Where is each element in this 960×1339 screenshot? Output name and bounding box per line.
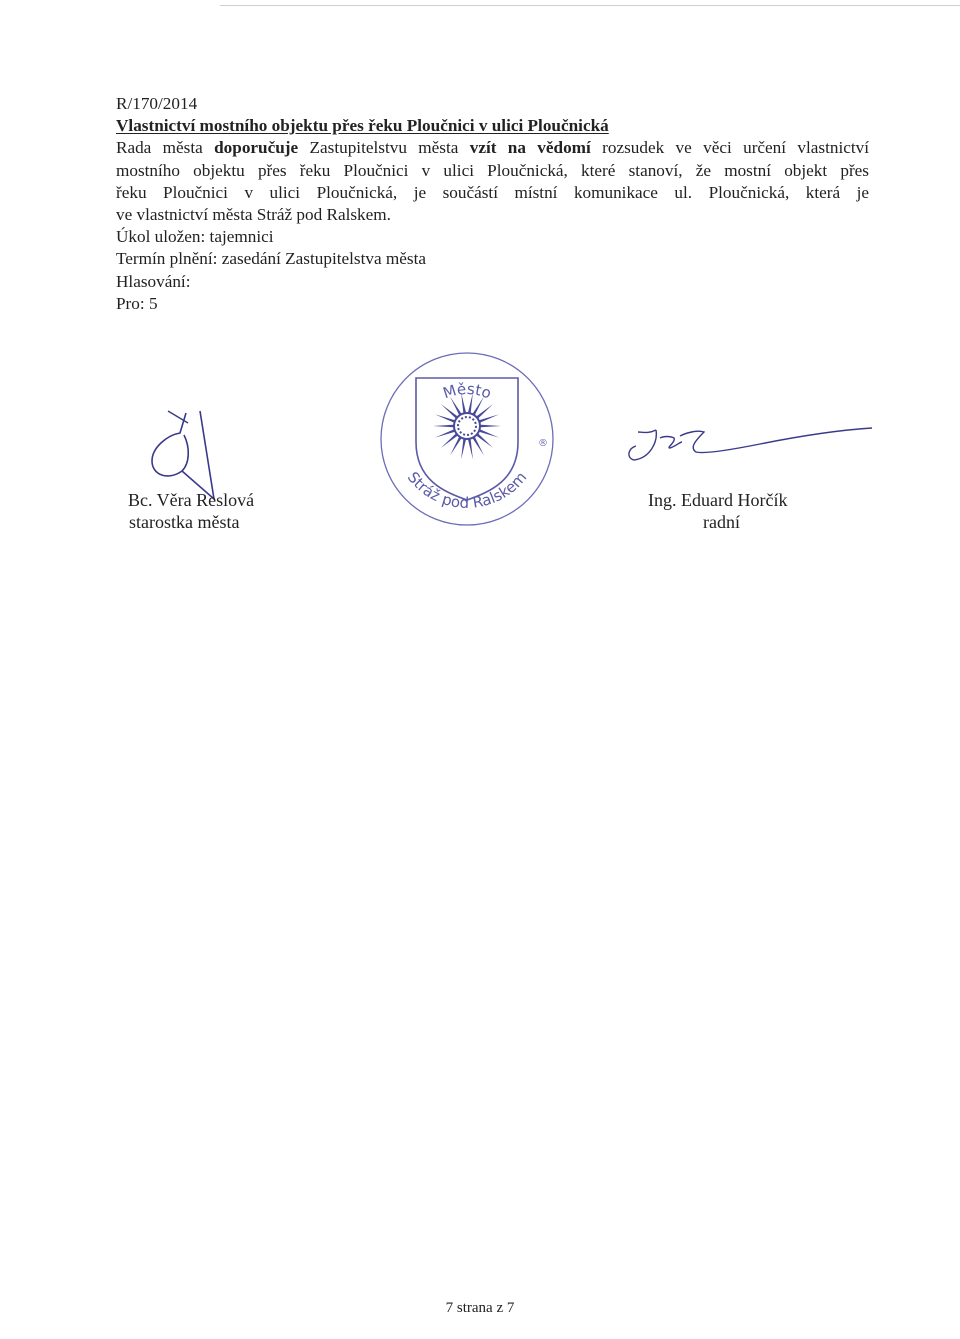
resolution-number: R/170/2014 (116, 94, 198, 113)
left-signatory-name: Bc. Věra Reslová (128, 490, 255, 510)
official-seal (378, 350, 556, 528)
left-signatory-role: starostka města (129, 512, 240, 532)
text-run: Zastupitelstvu města (298, 138, 470, 158)
sun-ray (461, 437, 466, 459)
sun-ray (433, 425, 455, 428)
bold-recommends: doporučuje (214, 138, 299, 158)
right-signature (620, 418, 875, 468)
text-run: Rada města (116, 138, 215, 158)
resolution-text-line-3: řeku Ploučnici v ulici Ploučnická, je součástí místní komunikace ul. Ploučnická, která je (116, 182, 869, 202)
resolution-block (116, 93, 869, 315)
sun-ray (479, 425, 501, 428)
resolution-text-line-4: ve vlastnictví města Stráž pod Ralskem. (116, 205, 391, 225)
resolution-text-line-1 (116, 137, 869, 159)
deadline: Termín plnění: zasedání Zastupitelstva města (116, 249, 426, 269)
seal-top-text: Město (440, 379, 494, 403)
right-signatory-role: radní (703, 512, 740, 532)
resolution-text-line-2: mostního objektu přes řeku Ploučnici v ulici Ploučnická, které stanoví, že mostní objekt přes (116, 160, 869, 180)
seal-bottom-text: Stráž pod Ralskem (403, 468, 531, 513)
seal-mark-icon: ® (538, 438, 548, 449)
voting-label: Hlasování: (116, 271, 191, 291)
page-number: 7 strana z 7 (445, 1300, 515, 1316)
task-assigned: Úkol uložen: tajemnici (116, 227, 274, 247)
sun-ray (468, 437, 473, 459)
resolution-title: Vlastnictví mostního objektu přes řeku Ploučnici v ulici Ploučnická (116, 116, 609, 136)
text-run: rozsudek ve věci určení vlastnictví (590, 138, 869, 158)
votes-for: Pro: 5 (116, 293, 158, 313)
bold-take-note: vzít na vědomí (469, 138, 591, 158)
right-signatory-name: Ing. Eduard Horčík (648, 490, 788, 510)
scan-edge-line (220, 5, 960, 6)
